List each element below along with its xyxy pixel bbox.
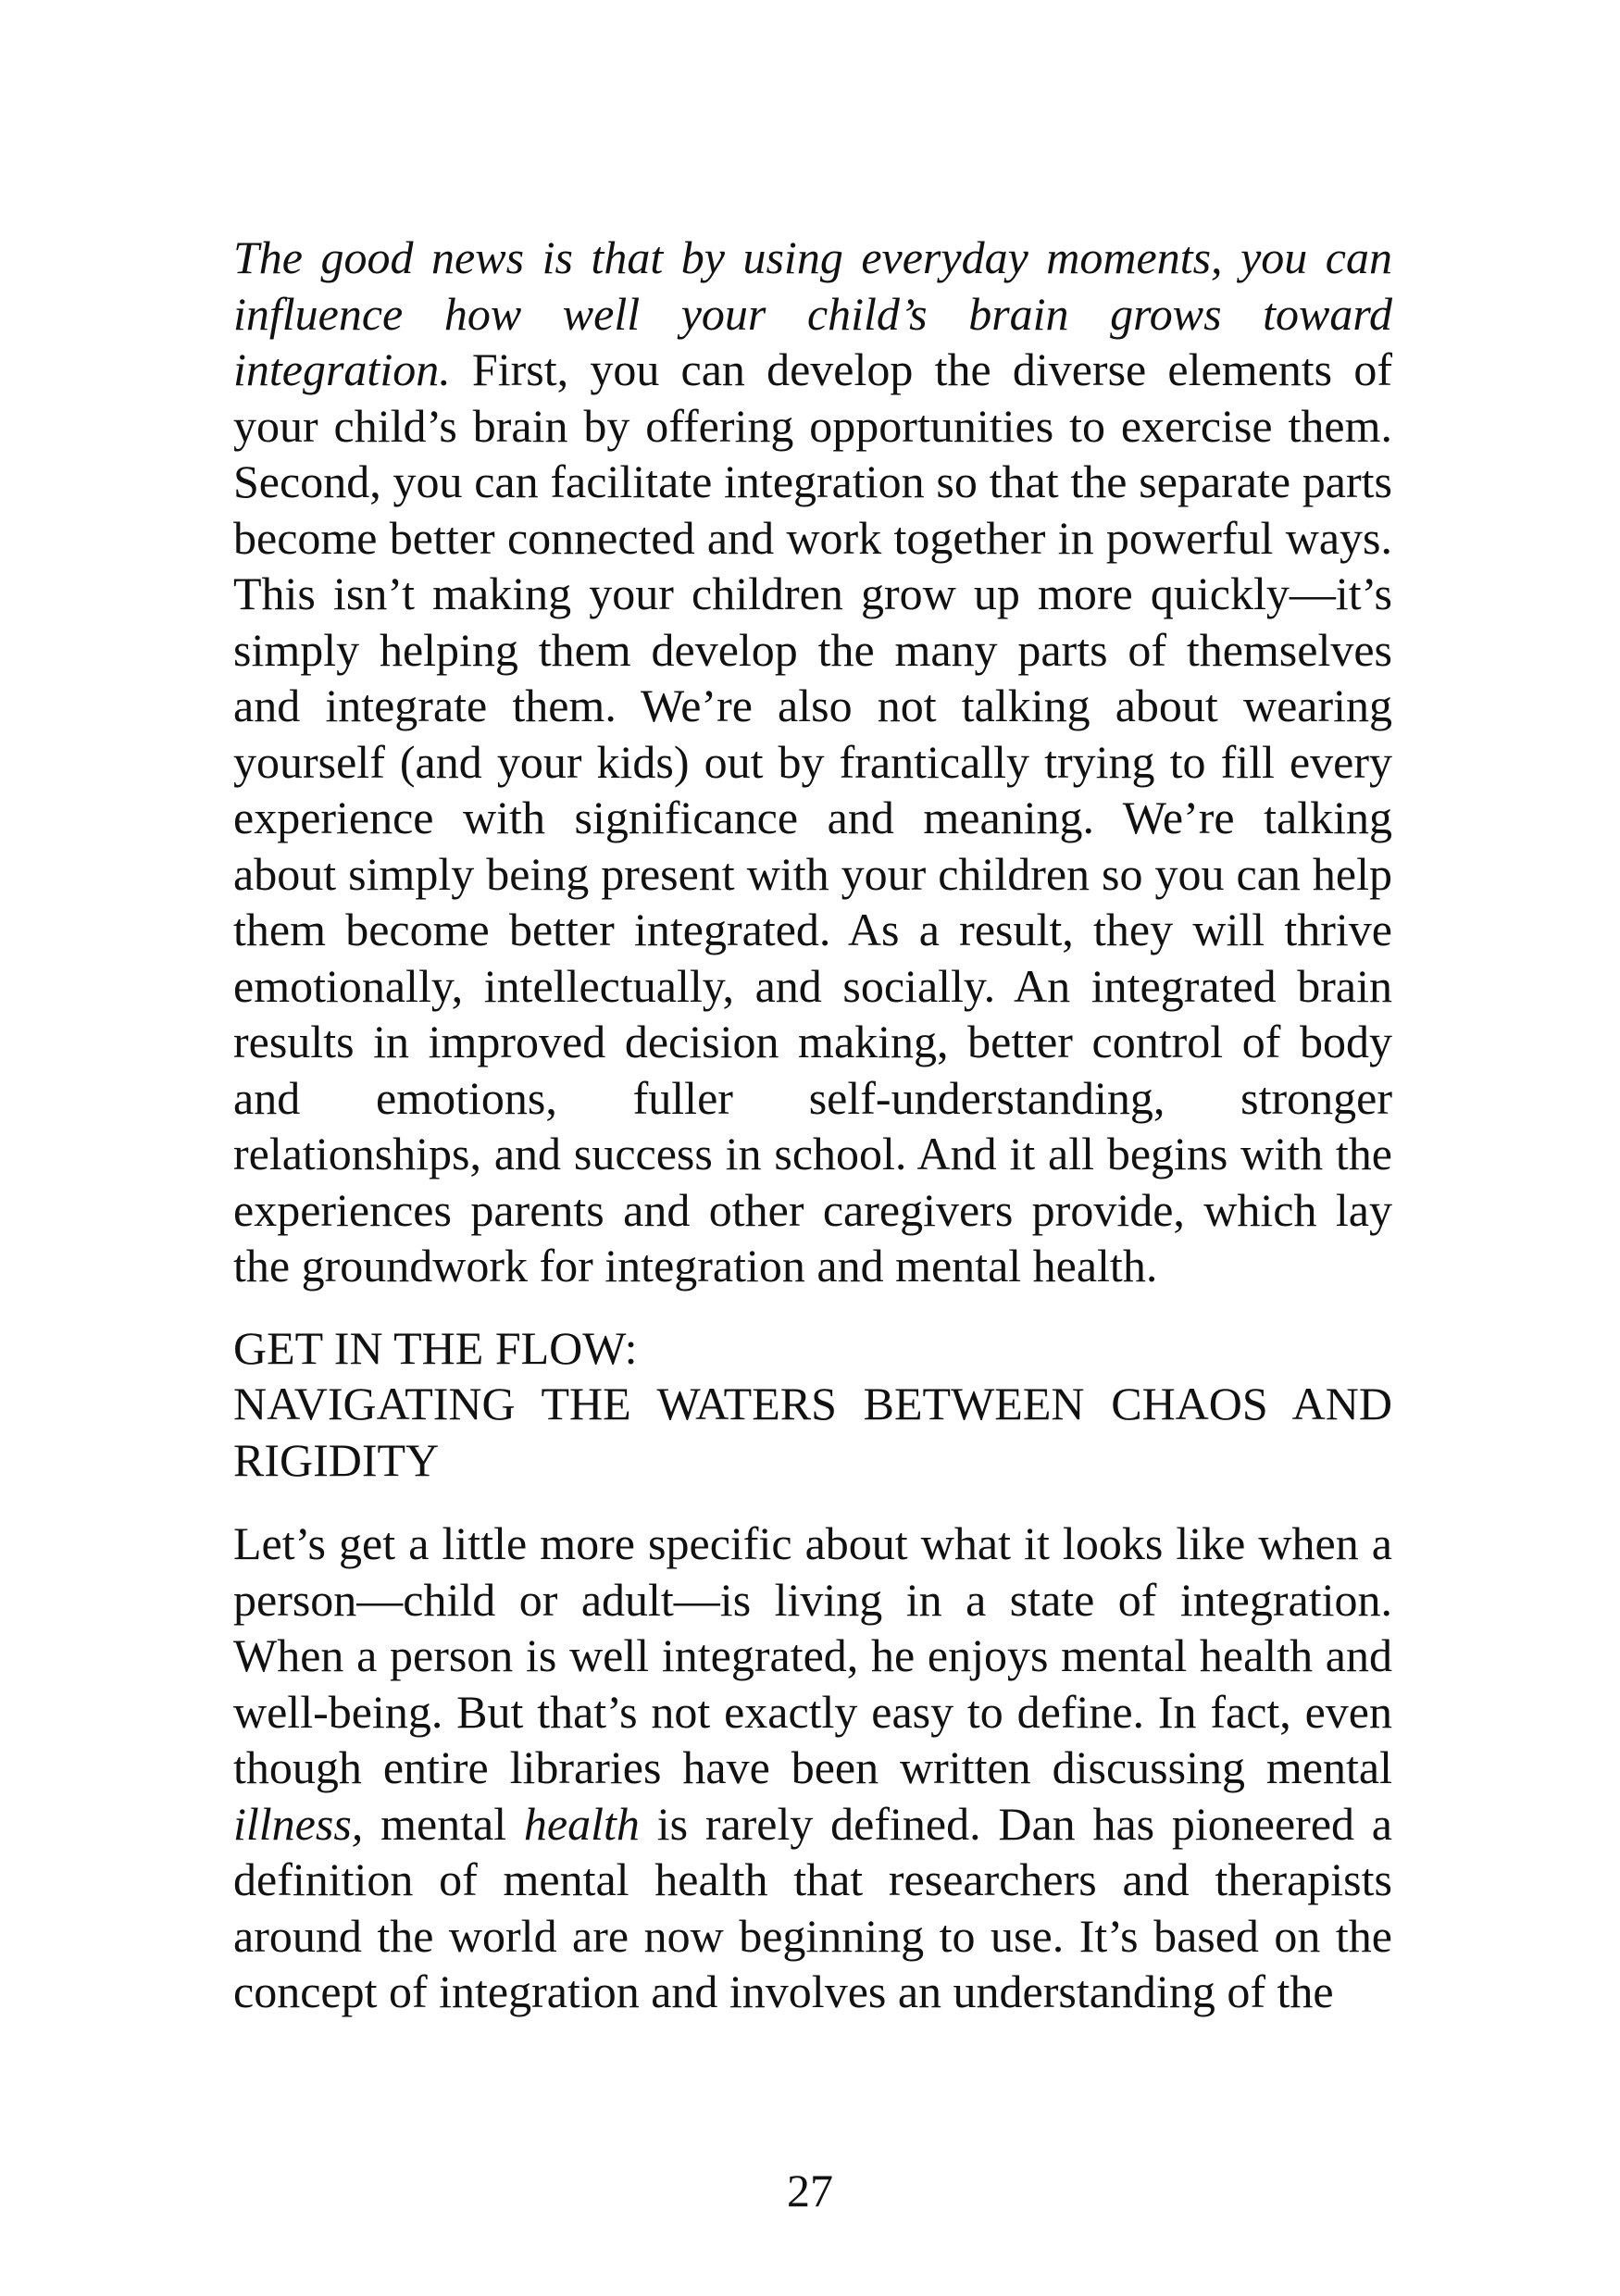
- page-number: 27: [787, 2165, 833, 2216]
- paragraph: [233, 1516, 1392, 2020]
- section-heading-line-2: NAVIGATING THE WATERS BETWEEN CHAOS AND RIGIDITY: [233, 1378, 1392, 1486]
- paragraph-text: is rarely defined. Dan has pioneered a definition of mental health that researchers and therapists around the world are now beginning to use. It’s based on the concept of integration and involves an understanding of the: [233, 1797, 1392, 2017]
- page-body: [233, 230, 1392, 2020]
- paragraph-text: mental: [363, 1797, 524, 1850]
- paragraph-text: Let’s get a little more specific about what it looks like when a person—child or adult—is living in a state of integration. When a person is well integrated, he enjoys mental health and well-being. But that’s not exactly easy to define. In fact, even though entire libraries have been written discussing mental: [233, 1517, 1392, 1793]
- italic-word: health: [523, 1797, 640, 1850]
- paragraph: [233, 230, 1392, 1294]
- italic-lead-text: The good news is that by using everyday moments, you can influence how well your child’s brain grows toward integration.: [233, 231, 1392, 395]
- paragraph-text: First, you can develop the diverse elements of your child’s brain by offering opportunities to exercise them. Second, you can facilitate integration so that the separate parts become better connected and work together in powerful ways. This isn’t making your children grow up more quickly—it’s simply helping them develop the many parts of themselves and integrate them. We’re also not talking about wearing yourself (and your kids) out by frantically trying to fill every experience with significance and meaning. We’re talking about simply being present with your children so you can help them become better integrated. As a result, they will thrive emotionally, intellectually, and socially. An integrated brain results in improved decision making, better control of body and emotions, fuller self-understanding, stronger relationships, and success in school. And it all begins with the experiences parents and other caregivers provide, which lay the groundwork for integration and mental health.: [233, 343, 1392, 1292]
- section-heading-line-1: GET IN THE FLOW:: [233, 1321, 638, 1374]
- italic-word: illness,: [233, 1797, 364, 1850]
- section-heading: [233, 1320, 1392, 1489]
